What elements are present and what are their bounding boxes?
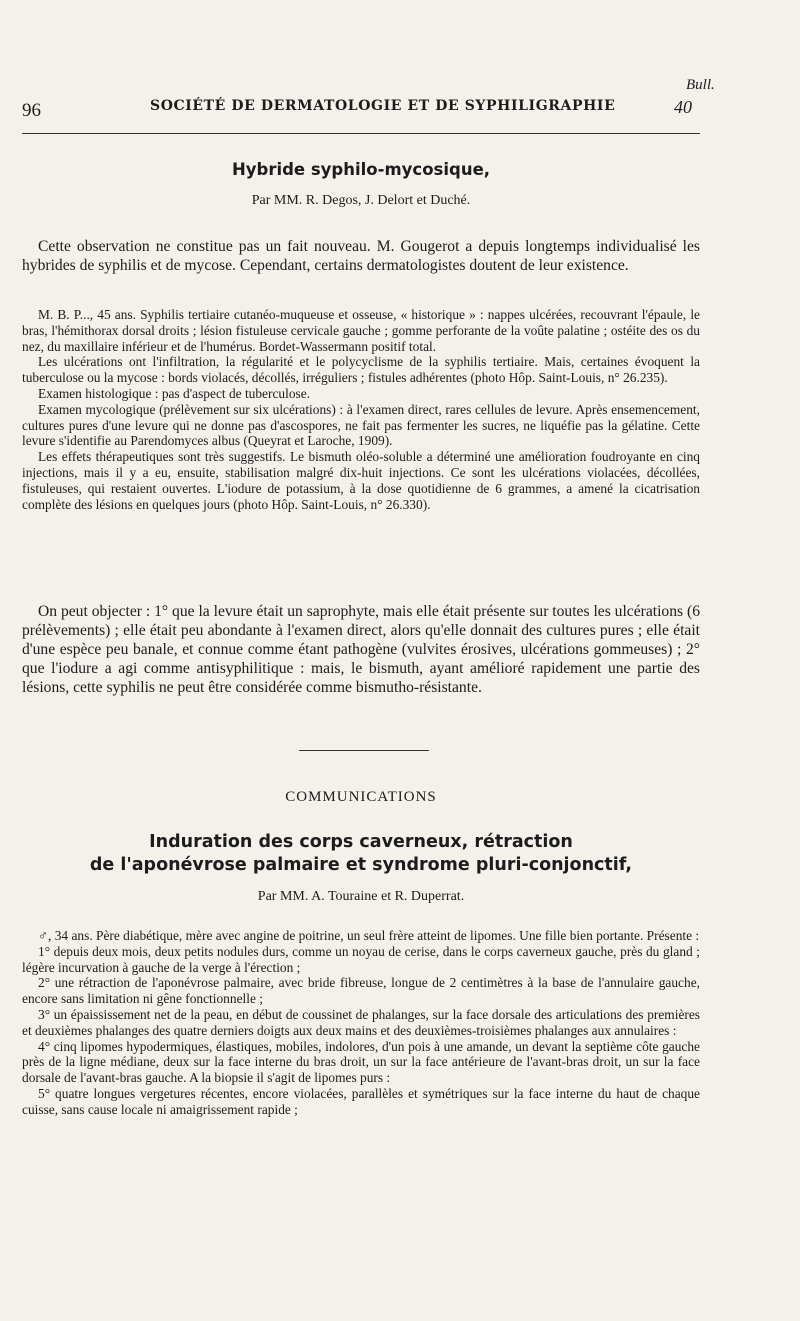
case-paragraph: Les effets thérapeutiques sont très suggestifs. Le bismuth oléo-soluble a déterminé une amélioration foudroyante en cinq injections, mais il y a eu, ensuite, stabilisation malgré dix-huit injections. Ce sont les ulcérations violacées, décollées, fistuleuses, qui restaient ouvertes. L'iodure de potassium, à la dose quotidienne de 6 grammes, a amené la cicatrisation complète des lésions en quelques jours (photo Hôp. Saint-Louis, n° 26.330). [22, 449, 700, 512]
article1-authors: Par MM. R. Degos, J. Delort et Duché. [251, 193, 471, 208]
case-paragraph: Examen histologique : pas d'aspect de tuberculose. [38, 385, 311, 401]
case-paragraph: 1° depuis deux mois, deux petits nodules durs, comme un noyau de cerise, dans le corps caverneux gauche, près du gland ; légère incurvation à gauche de la verge à l'érection ; [22, 943, 700, 975]
article2-title-line2: de l'aponévrose palmaire et syndrome pluri-conjonctif, [89, 855, 633, 875]
header-rule [22, 133, 700, 134]
running-header [22, 96, 712, 120]
article1-title: Hybride syphilo-mycosique, [231, 160, 491, 179]
case-paragraph: Les ulcérations ont l'infiltration, la régularité et le polycyclisme de la syphilis tertiaire. Mais, certaines évoquent la tuberculose ou la mycose : bords violacés, décollés, irréguliers ; fistules adhérentes (photo Hôp. Saint-Louis, n° 26.235). [22, 354, 700, 386]
article2-body [22, 928, 700, 1118]
bull-annotation: Bull. [686, 77, 715, 93]
case-paragraph: 4° cinq lipomes hypodermiques, élastiques, mobiles, indolores, d'un pois à une amande, un devant la septième côte gauche près de la ligne médiane, deux sur la face interne du bras droit, un sur la face antérieure de l'avant-bras droit, un sur la face dorsale de l'avant-bras gauche. A la biopsie il s'agit de lipomes purs : [22, 1038, 700, 1086]
article1-discussion: On peut objecter : 1° que la levure était un saprophyte, mais elle était présente sur toutes les ulcérations (6 prélèvements) ; elle était peu abondante à l'examen direct, alors qu'elle donnait des cultures pures ; elle était d'une espèce peu banale, et connue comme étant pathogène (vulvites érosives, ulcérations gommeuses) ; 2° que l'iodure a agi comme antisyphilitique : mais, le bismuth, ayant amélioré rapidement une partie des lésions, cette syphilis ne peut être considérée comme bismutho-résistante. [22, 603, 700, 696]
section-heading: COMMUNICATIONS [285, 789, 437, 805]
case-paragraph: Examen mycologique (prélèvement sur six ulcérations) : à l'examen direct, rares cellules de levure. Après ensemencement, cultures pures d'une levure qui ne donne pas d'ascospores, ne fait pas fermenter les sucres, ne liquéfie pas la gélatine. Cette levure s'identifie au Parendomyces albus (Queyrat et Laroche, 1909). [22, 401, 700, 449]
article2-authors: Par MM. A. Touraine et R. Duperrat. [257, 889, 465, 904]
case-paragraph: 3° un épaississement net de la peau, en début de coussinet de phalanges, sur la face dorsale des articulations des premières et deuxièmes phalanges des quatre derniers doigts aux deux mains et des deuxièmes-troisièmes phalanges aux annulaires : [22, 1006, 700, 1038]
article1-intro: Cette observation ne constitue pas un fait nouveau. M. Gougerot a depuis longtemps individualisé les hybrides de syphilis et de mycose. Cependant, certains dermatologistes doutent de leur existence. [22, 238, 700, 274]
case-paragraph: 5° quatre longues vergetures récentes, encore violacées, parallèles et symétriques sur la face interne du haut de chaque cuisse, sans cause locale ni amaigrissement rapide ; [22, 1085, 700, 1117]
running-head: SOCIÉTÉ DE DERMATOLOGIE ET DE SYPHILIGRAPHIE [150, 98, 616, 114]
case-paragraph: 2° une rétraction de l'aponévrose palmaire, avec bride fibreuse, longue de 2 centimètres à la base de l'annulaire gauche, encore sans limitation ni gêne fonctionnelle ; [22, 975, 700, 1007]
case-paragraph: M. B. P..., 45 ans. Syphilis tertiaire cutanéo-muqueuse et osseuse, « historique » : nappes ulcérées, recouvrant l'épaule, le bras, l'hémithorax dorsal droits ; lésion fistuleuse cervicale gauche ; gomme perforante de la voûte palatine ; ostéite des os du nez, du maxillaire inférieur et de l'humérus. Bordet-Wassermann positif total. [22, 307, 700, 354]
case-paragraph: ♂, 34 ans. Père diabétique, mère avec angine de poitrine, un seul frère atteint de lipomes. Une fille bien portante. Présente : [38, 928, 700, 943]
article1-case [22, 307, 700, 512]
page-number: 96 [22, 100, 41, 121]
tome-number: 40 [674, 97, 692, 117]
article2-title-line1: Induration des corps caverneux, rétraction [149, 832, 573, 852]
section-separator [299, 750, 429, 751]
